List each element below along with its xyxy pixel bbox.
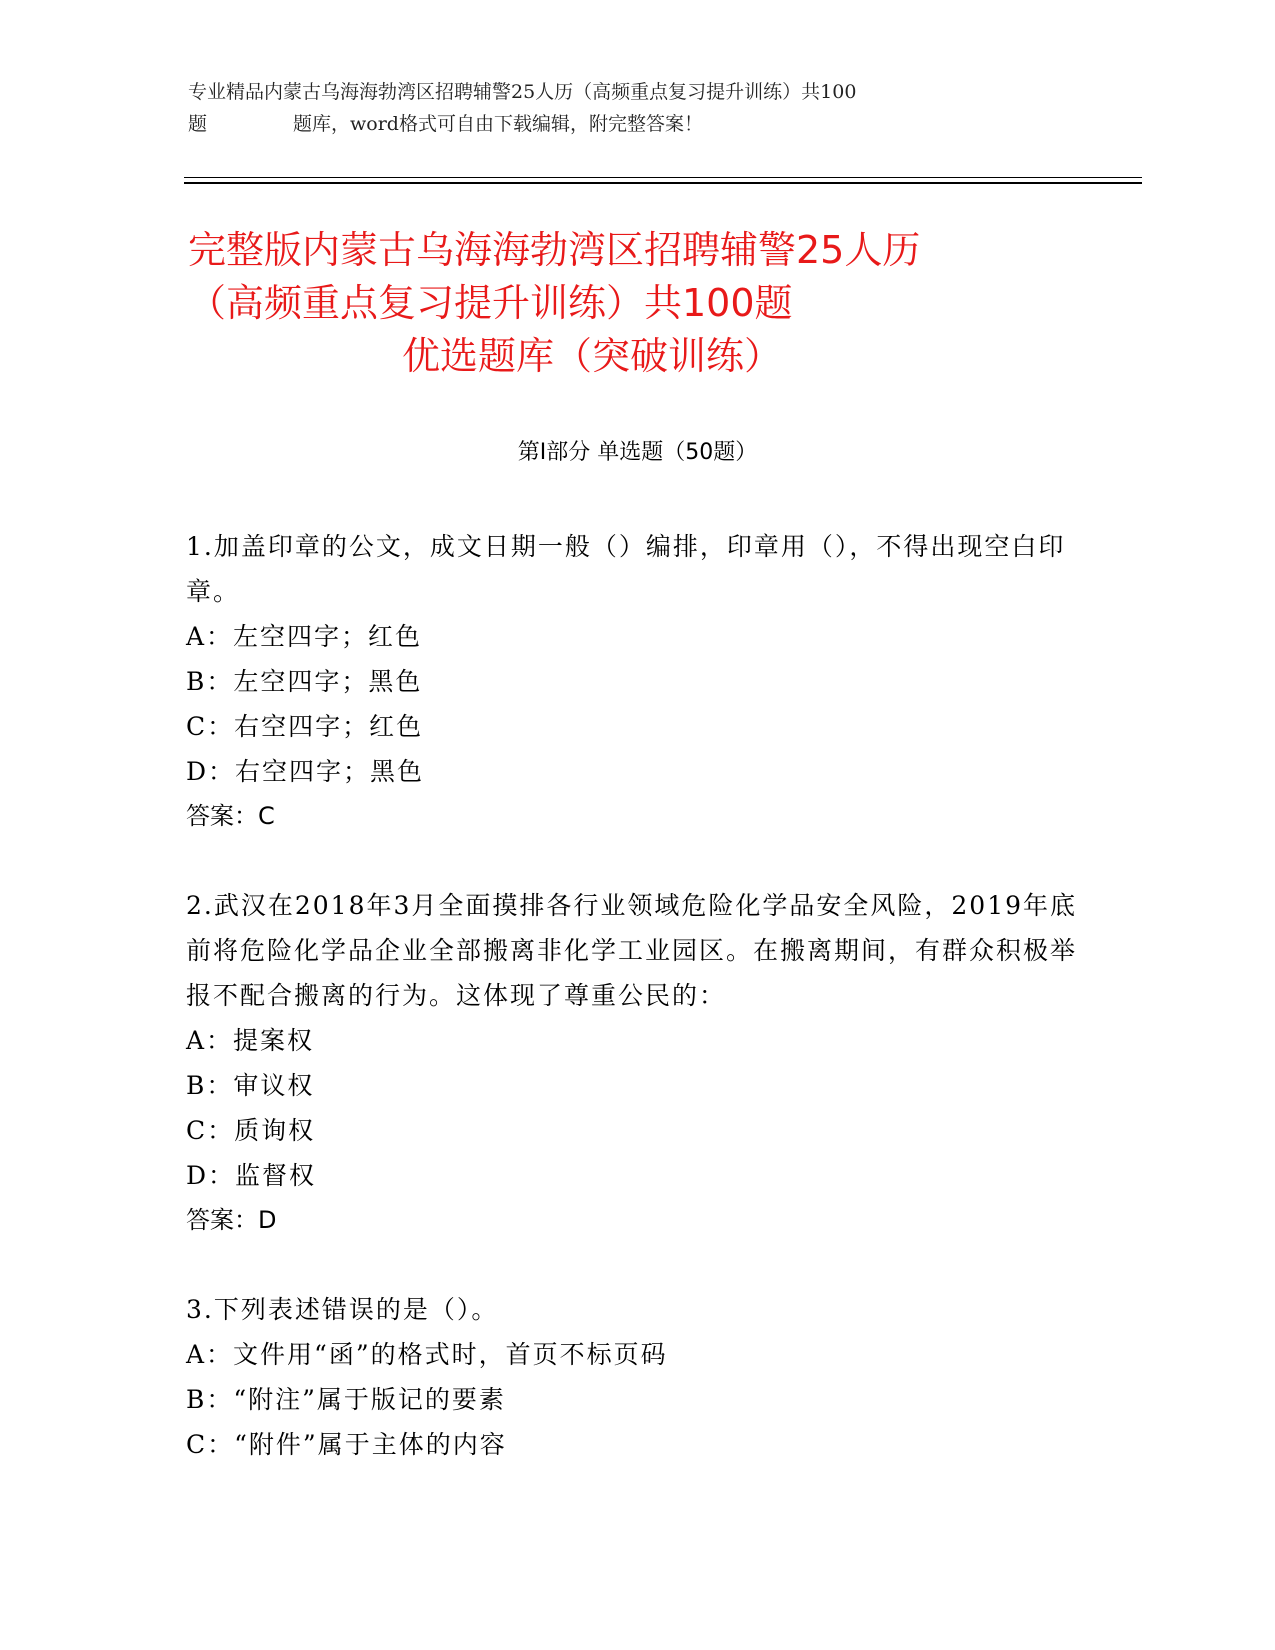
question-text: 1.加盖印章的公文，成文日期一般（）编排，印章用（），不得出现空白印章。 [186,532,1066,606]
option-b: B：左空四字；黑色 [186,667,423,696]
header-divider-thin [184,177,1142,178]
option-a: A：提案权 [186,1026,315,1055]
option-d: D：监督权 [186,1161,317,1190]
header-line-2 [188,108,1068,140]
option-c: C：质询权 [186,1116,316,1145]
option-c: C：右空四字；红色 [186,712,424,741]
question-2 [186,883,1086,1243]
option-b: B：“附注”属于版记的要素 [186,1385,506,1414]
section-heading: 第Ⅰ部分 单选题（50题） [517,440,758,465]
header-divider-thick [184,182,1142,184]
option-b: B：审议权 [186,1071,315,1100]
option-c: C：“附件”属于主体的内容 [186,1430,507,1459]
header-line-2-rest: 题库，word格式可自由下载编辑，附完整答案！ [293,113,703,135]
option-d: D：右空四字；黑色 [186,757,425,786]
header-line-2-start: 题 [188,113,208,135]
header-line-1: 专业精品内蒙古乌海海勃湾区招聘辅警25人历（高频重点复习提升训练）共100 [188,81,857,103]
page-header [188,76,1068,140]
document-title [188,224,1088,383]
title-line-2: （高频重点复习提升训练）共100题 [188,281,793,325]
question-3 [186,1287,1086,1467]
question-1 [186,524,1086,839]
title-line-1: 完整版内蒙古乌海海勃湾区招聘辅警25人历 [188,228,921,272]
option-a: A：文件用“函”的格式时，首页不标页码 [186,1340,668,1369]
option-a: A：左空四字；红色 [186,622,423,651]
question-text: 2.武汉在2018年3月全面摸排各行业领域危险化学品安全风险，2019年底前将危险化学品企业全部搬离非化学工业园区。在搬离期间，有群众积极举报不配合搬离的行为。这体现了尊重公民的： [186,891,1078,1010]
answer: 答案：D [186,1206,277,1234]
question-text: 3.下列表述错误的是（）。 [186,1295,499,1324]
title-line-3: 优选题库（突破训练） [402,334,783,378]
answer: 答案：C [186,802,275,830]
